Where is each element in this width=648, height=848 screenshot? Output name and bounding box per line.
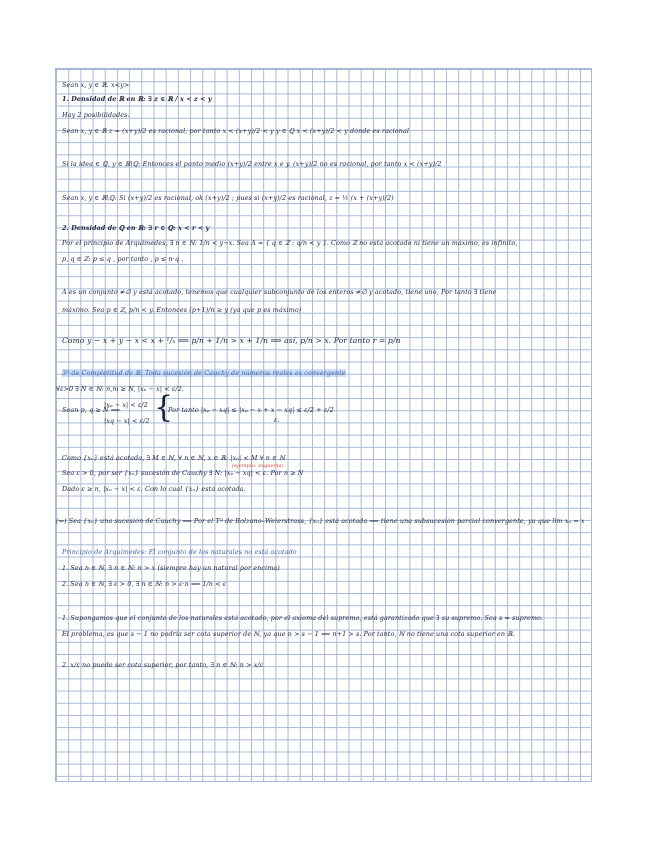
grid-paper-page <box>55 68 592 782</box>
note-line-7: 2. Densidad de ℚ en ℝ: ∃ r ∈ ℚ: x < r < y <box>62 224 210 232</box>
note-line-27: 2. x/ε no puede ser cota superior, por tanto, ∃ n ∈ ℕ: n > x/ε <box>62 661 264 669</box>
note-line-18: Como {xₙ} está acotada, ∃ M ∈ ℕ, ∀ n ∈ ℕ, x ∈ ℝ: |xₙ| < M ∀ n ∈ ℕ <box>62 454 286 462</box>
note-line-11: máximo. Sea p ∈ ℤ, p/n < y. Entonces (p+1)/n ≥ y (ya que p es máximo) <box>62 306 302 314</box>
note-line-9: p, q ∈ ℤ: p ≤ q , por tanto , p ≤ n·q . <box>62 255 184 263</box>
note-line-4: Sean x, y ∈ ℝ z = (x+y)/2 es racional, por tanto x < (x+y)/2 < y y ∈ ℚ x < (x+y)/2 < y dónde es racional <box>62 127 410 135</box>
section-heading-arquimedes: Principio de Arquímedes: El conjunto de los naturales no está acotado <box>62 548 297 556</box>
note-line-12: Como y − x + y − x < x + ¹/ₙ ⟹ p/n + 1/n > x + 1/n ⟹ así, p/n > x. Por tanto r = p/n <box>62 336 401 345</box>
note-line-15a: Sean p, q ≥ N ⟹ <box>62 406 121 414</box>
note-line-17: ε. <box>274 416 280 424</box>
note-line-16: Por tanto |xₚ − xq| ≤ |xₚ − x + x − xq| ≤ ε/2 + ε/2 <box>168 406 334 414</box>
note-line-8: Por el principio de Arquímedes, ∃ n ∈ ℕ: 1/n < y−x. Sea A = { q ∈ ℤ : q/n < y }. Como ℤ no está acotado ni tiene un máximo, es infinito, <box>62 239 518 247</box>
note-line-26: El problema, es que s − 1 no podría ser cota superior de ℕ, ya que n > s − 1 ⟹ n+1 > s. Por tanto, ℕ no tiene una cota superior en ℝ. <box>62 630 515 638</box>
note-red-annotation: (ejemplo: esquema) <box>232 463 284 469</box>
heading-highlight: 3ª de Completitud de ℝ: Toda sucesión de Cauchy de números reales es convergente <box>62 369 346 377</box>
note-line-15b: |xₚ − x| < ε/2 <box>104 401 148 409</box>
note-line-15c: |xq − x| < ε/2 <box>104 417 150 425</box>
note-line-2: 1. Densidad de ℝ en ℝ: ∃ z ∈ ℝ / x < z < y <box>62 95 212 103</box>
note-line-24: 2. Sea n ∈ ℕ, ∃ ε > 0, ∃ n ∈ ℕ: n > ε·n ⟹ 1/n < ε <box>62 580 227 588</box>
brace-symbol: { <box>154 390 174 425</box>
note-line-6: Sean x, y ∈ ℝ\ℚ: Si (x+y)/2 es racional, ok (x+y)/2 ; pues si (x+y)/2 es racional, z = ½ (x + (x+y)/2) <box>62 194 394 202</box>
note-line-23: 1. Sea n ∈ ℕ, ∃ n ∈ ℕ: n > x (siempre hay un natural por encima) <box>62 564 280 572</box>
note-line-19 <box>62 469 303 477</box>
note-line-3: Hay 2 posibilidades. <box>62 111 130 119</box>
note-line-25: 1. Supongamos que el conjunto de los naturales está acotado, por el axioma del supremo, está garantizado que ∃ su supremo. Sea s = supremo. <box>62 614 543 622</box>
note-line-20: Dado ε ≥ n, |xₙ − x| < ε. Con lo cual {xₙ} está acotada. <box>62 485 246 493</box>
note-line-14: ∀ε>0 ∃ N ∈ ℕ: n,m ≥ N, |xₙ − x| < ε/2. <box>56 385 184 393</box>
note-line-19-main: Sea ε > 0, por ser {xₙ} sucesión de Cauchy ∃ N: |xₚ − xq| < ε. Por n ≥ N <box>62 469 304 477</box>
note-line-1: Sean x, y ∈ ℝ. x<y> <box>62 81 130 89</box>
section-heading-completitud <box>62 369 346 377</box>
note-line-10: A es un conjunto ≠∅ y está acotado, tenemos que cualquier subconjunto de los enteros ≠∅ y acotado, tiene uno, Por tanto ∃ tiene <box>62 288 497 296</box>
note-line-21: (⇐) Sea {xₙ} una sucesión de Cauchy ⟹ Por el Tª de Bolzano–Weierstrass, {xₙ} está acotada ⟹ tiene una subsucesión parcial convergente, ya que lim xₙ = x <box>56 517 585 525</box>
note-line-5: Si la idea ∈ ℚ, y ∈ ℝ\ℚ: Entonces el punto medio (x+y)/2 entre x e y. (x+y)/2 no es racional, por tanto x < (x+y)/2 <box>62 160 442 168</box>
